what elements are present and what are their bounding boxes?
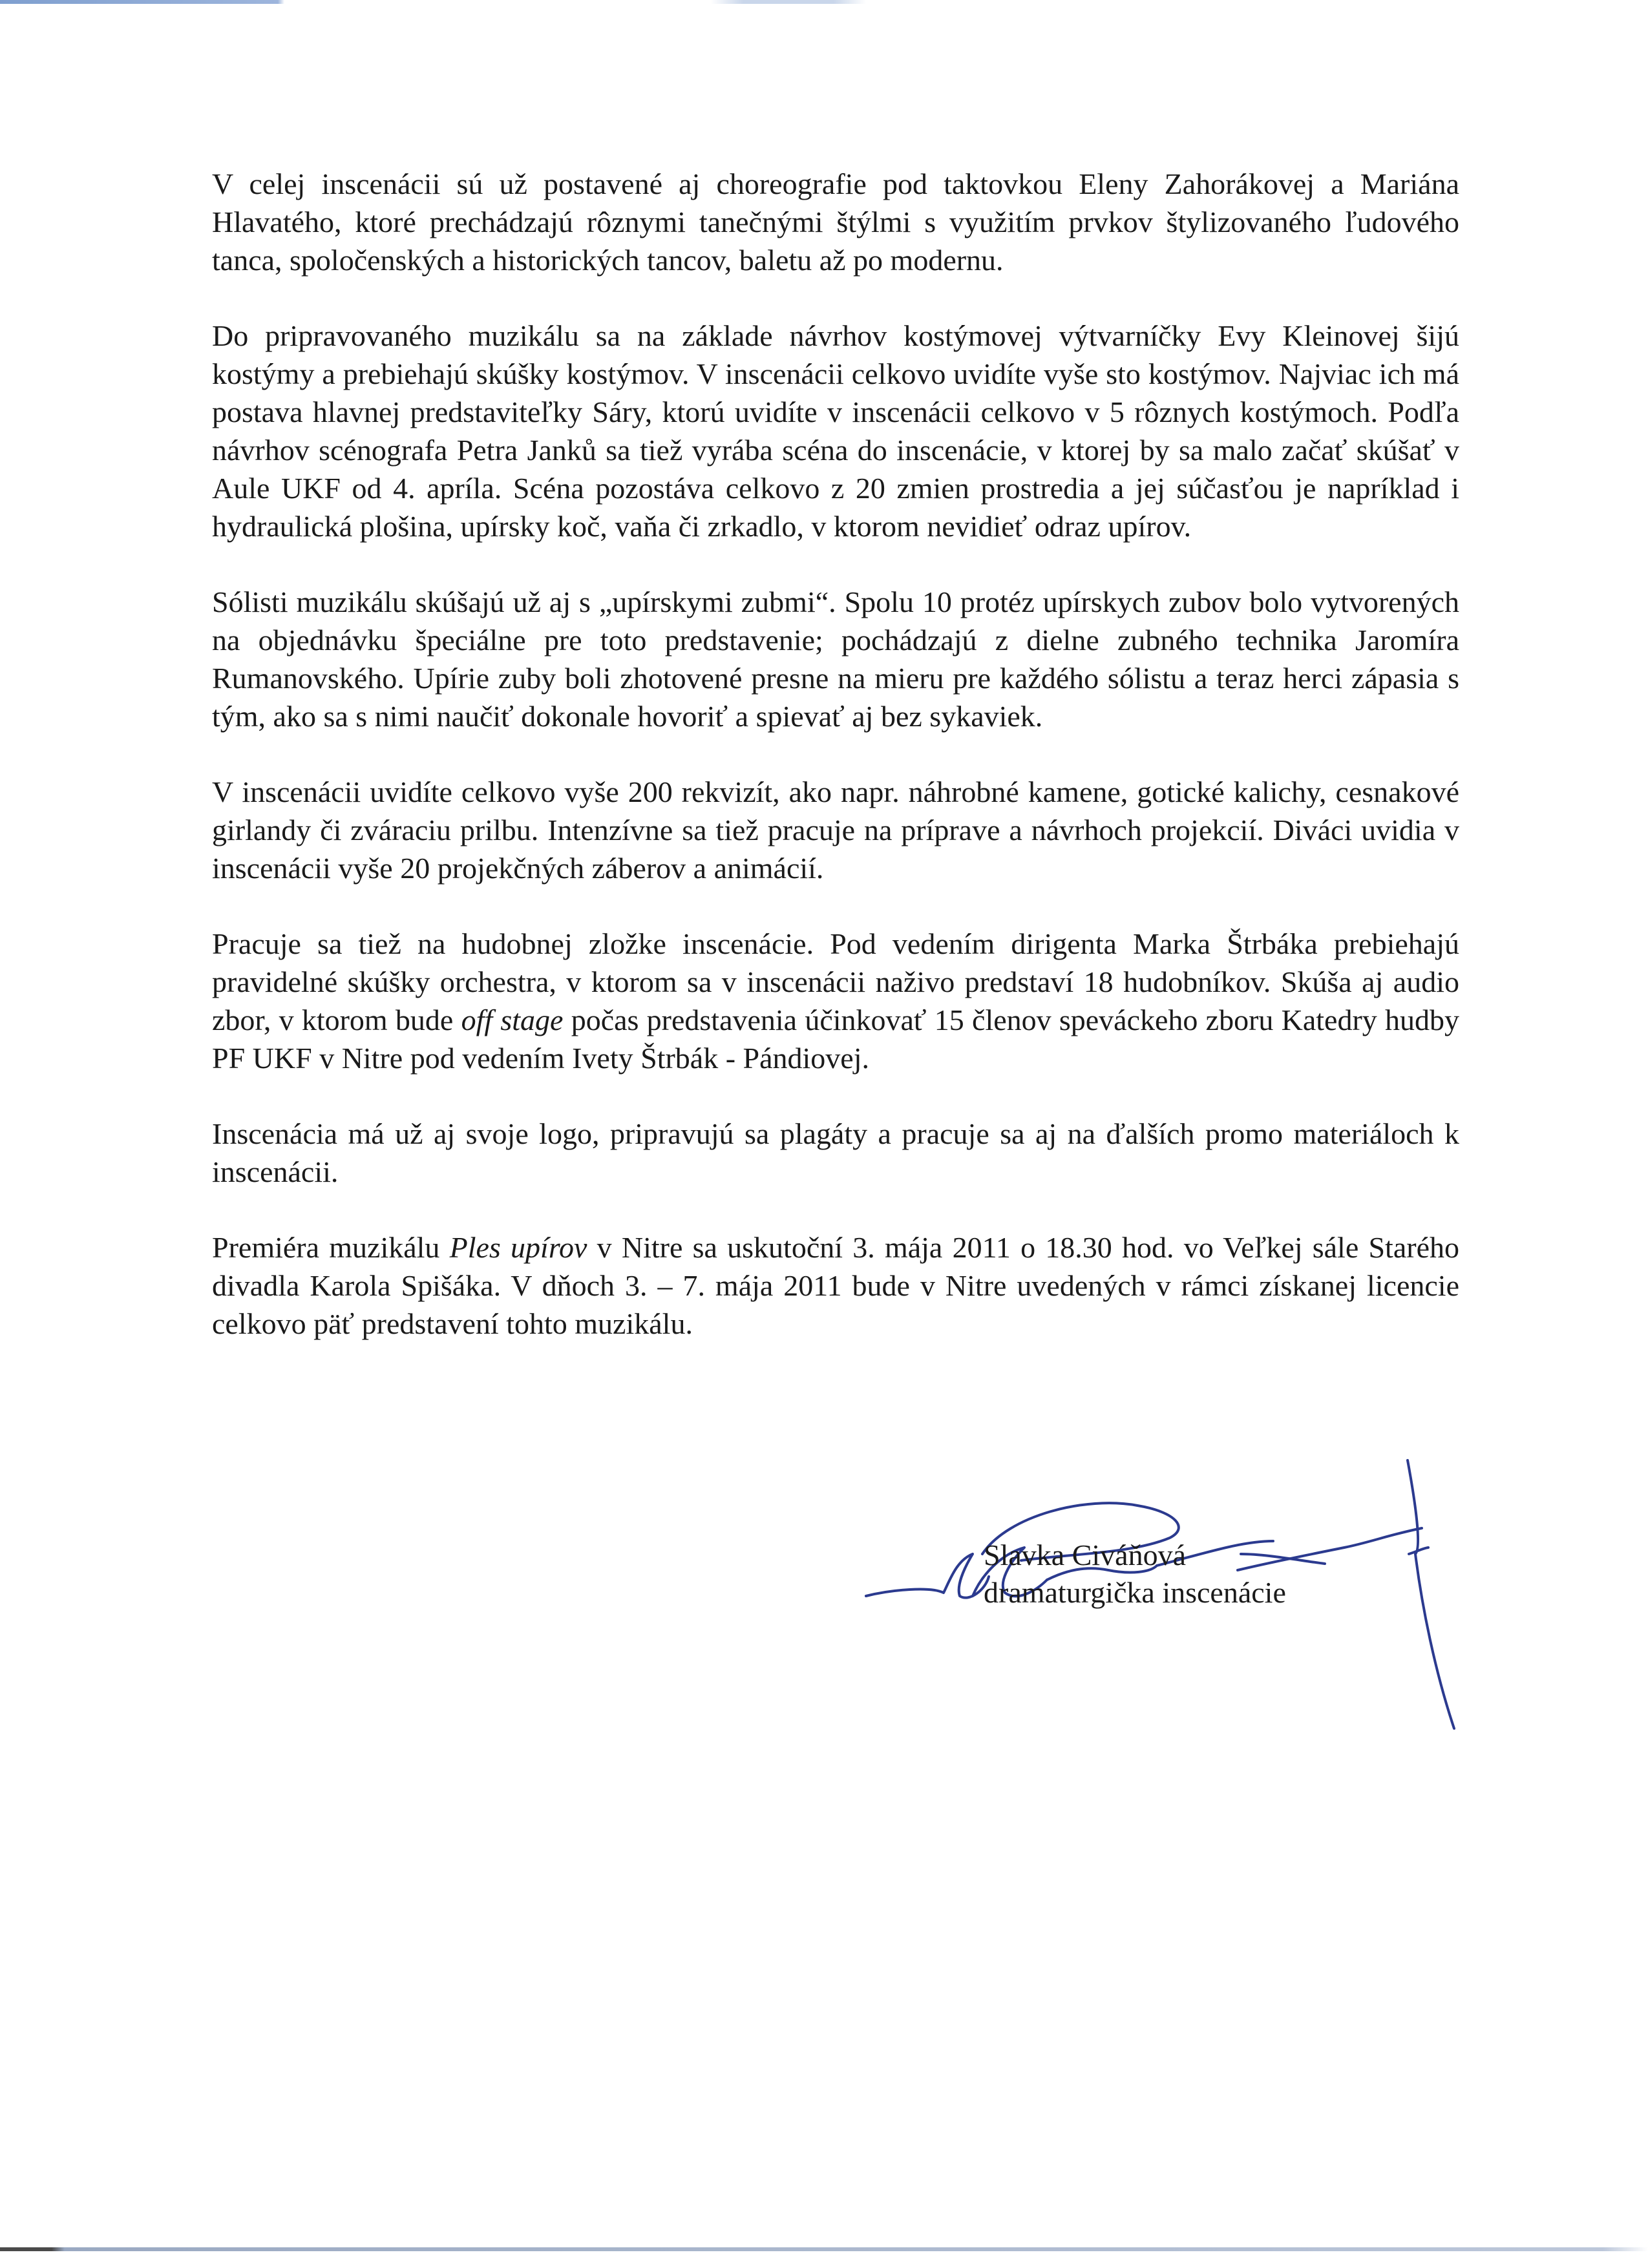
paragraph-props-projections-text: V inscenácii uvidíte celkovo vyše 200 rekvizít, ako napr. náhrobné kamene, gotické kalichy, cesnakové girlandy či zváraciu prilbu. Intenzívne sa tiež pracuje na príprave a návrhoch projekcií. Diváci uvidia v inscenácii vyše 20 projekčných záberov a animácií. bbox=[212, 775, 1459, 885]
paragraph-music bbox=[212, 925, 1459, 1077]
paragraph-music-italic: off stage bbox=[461, 1003, 564, 1036]
paragraph-costumes-scenery bbox=[212, 317, 1459, 545]
paragraph-premiere bbox=[212, 1228, 1459, 1343]
paragraph-promo-text: Inscenácia má už aj svoje logo, pripravujú sa plagáty a pracuje sa aj na ďalších promo materiáloch k inscenácii. bbox=[212, 1117, 1459, 1188]
paragraph-music-text-1: Pracuje sa tiež na hudobnej zložke inscenácie. Pod vedením dirigenta Marka Štrbáka prebiehajú pravidelné skúšky orchestra, v ktorom sa v inscenácii naživo predstaví 18 hudobníkov. Skúša aj audio zbor, v ktorom bude bbox=[212, 927, 1459, 1036]
scan-edge-top bbox=[0, 0, 1648, 4]
paragraph-premiere-italic: Ples upírov bbox=[449, 1231, 587, 1264]
paragraph-vampire-teeth-text: Sólisti muzikálu skúšajú už aj s „upírskymi zubmi“. Spolu 10 protéz upírskych zubov bolo vytvorených na objednávku špeciálne pre toto predstavenie; pochádzajú z dielne zubného technika Jaromíra Rumanovského. Upírie zuby boli zhotovené presne na mieru pre každého sólistu a teraz herci zápasia s tým, ako sa s nimi naučiť dokonale hovoriť a spievať aj bez sykaviek. bbox=[212, 585, 1459, 733]
signatory-role: dramaturgička inscenácie bbox=[984, 1576, 1286, 1609]
paragraph-music-text-2: počas predstavenia účinkovať 15 členov speváckeho zboru Katedry hudby PF UKF v Nitre pod vedením Ivety Štrbák - Pándiovej. bbox=[212, 1003, 1459, 1075]
paragraph-choreography bbox=[212, 165, 1459, 279]
document-body bbox=[212, 165, 1459, 1380]
paragraph-promo bbox=[212, 1115, 1459, 1191]
paragraph-vampire-teeth bbox=[212, 583, 1459, 735]
signatory-name: Slavka Civáňová bbox=[984, 1538, 1186, 1571]
paragraph-premiere-text-2: v Nitre sa uskutoční 3. mája 2011 o 18.30 hod. vo Veľkej sále Starého divadla Karola Spišáka. V dňoch 3. – 7. mája 2011 bude v Nitre uvedených v rámci získanej licencie celkovo päť predstavení tohto muzikálu. bbox=[212, 1231, 1459, 1340]
scan-edge-bottom bbox=[0, 2247, 1648, 2251]
signature-block bbox=[984, 1537, 1286, 1612]
paragraph-premiere-text-1: Premiéra muzikálu bbox=[212, 1231, 450, 1264]
paragraph-choreography-text: V celej inscenácii sú už postavené aj choreografie pod taktovkou Eleny Zahorákovej a Mariána Hlavatého, ktoré prechádzajú rôznymi tanečnými štýlmi s využitím prvkov štylizovaného ľudového tanca, spoločenských a historických tancov, baletu až po modernu. bbox=[212, 167, 1459, 277]
paragraph-costumes-scenery-text: Do pripravovaného muzikálu sa na základe návrhov kostýmovej výtvarníčky Evy Kleinovej šijú kostýmy a prebiehajú skúšky kostýmov. V inscenácii celkovo uvidíte vyše sto kostýmov. Najviac ich má postava hlavnej predstaviteľky Sáry, ktorú uvidíte v inscenácii celkovo v 5 rôznych kostýmoch. Podľa návrhov scénografa Petra Janků sa tiež vyrába scéna do inscenácie, v ktorej by sa malo začať skúšať v Aule UKF od 4. apríla. Scéna pozostáva celkovo z 20 zmien prostredia a jej súčasťou je napríklad i hydraulická plošina, upírsky koč, vaňa či zrkadlo, v ktorom nevidieť odraz upírov. bbox=[212, 319, 1459, 543]
paragraph-props-projections bbox=[212, 773, 1459, 887]
